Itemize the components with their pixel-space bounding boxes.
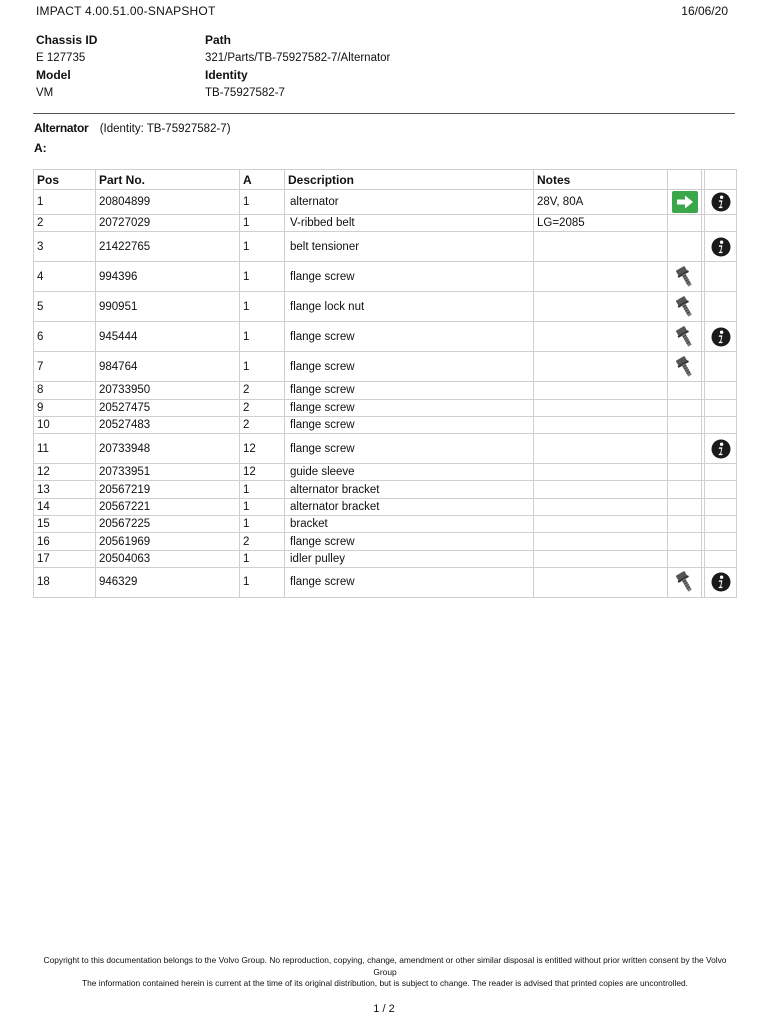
cell-notes	[534, 464, 668, 481]
cell-description: flange screw	[285, 262, 534, 292]
table-row	[34, 292, 737, 322]
cell-info	[705, 550, 737, 567]
cell-action	[668, 232, 702, 262]
cell-part-no: 20804899	[96, 190, 240, 215]
cell-description: idler pulley	[285, 550, 534, 567]
cell-info	[705, 232, 737, 262]
table-row	[34, 464, 737, 481]
cell-part-no: 20504063	[96, 550, 240, 567]
cell-info	[705, 434, 737, 464]
header-description: Description	[285, 170, 534, 190]
cell-action	[668, 516, 702, 533]
cell-notes	[534, 567, 668, 597]
print-date: 16/06/20	[681, 4, 728, 18]
cell-action	[668, 382, 702, 399]
cell-pos: 14	[34, 498, 96, 515]
cell-pos: 12	[34, 464, 96, 481]
info-icon[interactable]	[711, 192, 731, 212]
section-identity: (Identity: TB-75927582-7)	[99, 123, 231, 135]
screw-icon[interactable]	[676, 325, 694, 349]
cell-info	[705, 190, 737, 215]
cell-info	[705, 464, 737, 481]
cell-action	[668, 550, 702, 567]
cell-action	[668, 399, 702, 416]
cell-description: flange screw	[285, 382, 534, 399]
cell-a: 2	[240, 399, 285, 416]
cell-info	[705, 533, 737, 550]
cell-info	[705, 567, 737, 597]
table-row	[34, 215, 737, 232]
cell-action	[668, 322, 702, 352]
cell-pos: 4	[34, 262, 96, 292]
cell-description: flange screw	[285, 322, 534, 352]
cell-part-no: 20727029	[96, 215, 240, 232]
identity-value: TB-75927582-7	[205, 87, 285, 99]
cell-info	[705, 399, 737, 416]
model-label: Model	[36, 68, 71, 82]
cell-a: 1	[240, 550, 285, 567]
cell-pos: 13	[34, 481, 96, 498]
meta-col-right	[205, 32, 390, 102]
cell-part-no: 20527483	[96, 416, 240, 433]
cell-description: flange lock nut	[285, 292, 534, 322]
footer-copyright: Copyright to this documentation belongs to the Volvo Group. No reproduction, copying, change, amendment or other similar disposal is entitled without prior written consent by the Volvo Group	[43, 955, 727, 977]
arrow-right-icon[interactable]	[672, 191, 698, 213]
cell-pos: 11	[34, 434, 96, 464]
cell-action	[668, 464, 702, 481]
cell-part-no: 20567225	[96, 516, 240, 533]
cell-part-no: 20733948	[96, 434, 240, 464]
cell-part-no: 20567219	[96, 481, 240, 498]
page-number: 1 / 2	[373, 1003, 395, 1015]
header-pos: Pos	[34, 170, 96, 190]
cell-a: 1	[240, 292, 285, 322]
cell-pos: 1	[34, 190, 96, 215]
cell-action	[668, 352, 702, 382]
cell-info	[705, 292, 737, 322]
cell-pos: 16	[34, 533, 96, 550]
cell-notes	[534, 498, 668, 515]
cell-pos: 7	[34, 352, 96, 382]
cell-a: 1	[240, 262, 285, 292]
meta-col-left	[36, 32, 97, 102]
cell-pos: 18	[34, 567, 96, 597]
cell-pos: 6	[34, 322, 96, 352]
table-row	[34, 481, 737, 498]
cell-info	[705, 382, 737, 399]
table-row	[34, 416, 737, 433]
cell-description: alternator bracket	[285, 498, 534, 515]
header-notes: Notes	[534, 170, 668, 190]
cell-a: 1	[240, 498, 285, 515]
info-icon[interactable]	[711, 327, 731, 347]
screw-icon[interactable]	[676, 265, 694, 289]
cell-notes	[534, 550, 668, 567]
cell-description: V-ribbed belt	[285, 215, 534, 232]
cell-info	[705, 352, 737, 382]
cell-info	[705, 481, 737, 498]
table-row	[34, 399, 737, 416]
cell-part-no: 21422765	[96, 232, 240, 262]
cell-part-no: 20561969	[96, 533, 240, 550]
cell-notes	[534, 434, 668, 464]
cell-part-no: 20733951	[96, 464, 240, 481]
cell-a: 1	[240, 352, 285, 382]
top-bar	[36, 4, 732, 20]
cell-a: 12	[240, 464, 285, 481]
cell-info	[705, 516, 737, 533]
screw-icon[interactable]	[676, 355, 694, 379]
cell-pos: 9	[34, 399, 96, 416]
cell-a: 1	[240, 215, 285, 232]
header-part-no: Part No.	[96, 170, 240, 190]
info-icon[interactable]	[711, 237, 731, 257]
cell-a: 2	[240, 533, 285, 550]
header-info	[705, 170, 737, 190]
cell-a: 12	[240, 434, 285, 464]
cell-part-no: 984764	[96, 352, 240, 382]
section-heading	[34, 121, 734, 155]
cell-description: alternator bracket	[285, 481, 534, 498]
table-row	[34, 352, 737, 382]
table-header-row	[34, 170, 737, 190]
cell-action	[668, 434, 702, 464]
cell-action	[668, 292, 702, 322]
cell-notes: LG=2085	[534, 215, 668, 232]
cell-action	[668, 190, 702, 215]
cell-part-no: 20527475	[96, 399, 240, 416]
cell-notes	[534, 322, 668, 352]
cell-notes: 28V, 80A	[534, 190, 668, 215]
cell-info	[705, 215, 737, 232]
cell-info	[705, 416, 737, 433]
cell-notes	[534, 399, 668, 416]
cell-part-no: 946329	[96, 567, 240, 597]
cell-info	[705, 322, 737, 352]
cell-description: alternator	[285, 190, 534, 215]
cell-pos: 15	[34, 516, 96, 533]
table-row	[34, 498, 737, 515]
table-row	[34, 550, 737, 567]
cell-notes	[534, 382, 668, 399]
cell-a: 1	[240, 567, 285, 597]
cell-part-no: 945444	[96, 322, 240, 352]
table-row	[34, 232, 737, 262]
cell-part-no: 20567221	[96, 498, 240, 515]
cell-description: flange screw	[285, 416, 534, 433]
cell-action	[668, 567, 702, 597]
cell-pos: 5	[34, 292, 96, 322]
chassis-label: Chassis ID	[36, 33, 98, 47]
cell-description: guide sleeve	[285, 464, 534, 481]
header-action	[668, 170, 702, 190]
cell-a: 1	[240, 190, 285, 215]
chassis-value: E 127735	[36, 52, 86, 64]
cell-info	[705, 498, 737, 515]
cell-notes	[534, 262, 668, 292]
cell-description: belt tensioner	[285, 232, 534, 262]
cell-notes	[534, 352, 668, 382]
cell-action	[668, 533, 702, 550]
cell-description: flange screw	[285, 533, 534, 550]
cell-notes	[534, 516, 668, 533]
cell-pos: 2	[34, 215, 96, 232]
path-label: Path	[205, 33, 232, 47]
cell-description: flange screw	[285, 352, 534, 382]
cell-a: 1	[240, 481, 285, 498]
cell-action	[668, 498, 702, 515]
table-row	[34, 190, 737, 215]
a-label: A:	[34, 141, 47, 155]
table-row	[34, 262, 737, 292]
cell-notes	[534, 416, 668, 433]
cell-pos: 17	[34, 550, 96, 567]
screw-icon[interactable]	[676, 570, 694, 594]
cell-action	[668, 481, 702, 498]
cell-part-no: 20733950	[96, 382, 240, 399]
info-icon[interactable]	[711, 572, 731, 592]
cell-description: flange screw	[285, 399, 534, 416]
header-a: A	[240, 170, 285, 190]
cell-a: 2	[240, 382, 285, 399]
footer-disclaimer: The information contained herein is current at the time of its original distribution, but is subject to change. The reader is advised that printed copies are uncontrolled.	[82, 978, 688, 988]
cell-pos: 3	[34, 232, 96, 262]
parts-table	[33, 169, 737, 598]
table-row	[34, 533, 737, 550]
table-row	[34, 322, 737, 352]
header-divider	[33, 113, 735, 114]
footer	[34, 955, 736, 990]
cell-part-no: 990951	[96, 292, 240, 322]
cell-a: 2	[240, 416, 285, 433]
section-name: Alternator	[34, 121, 89, 135]
cell-a: 1	[240, 516, 285, 533]
cell-notes	[534, 533, 668, 550]
cell-action	[668, 416, 702, 433]
cell-a: 1	[240, 232, 285, 262]
cell-notes	[534, 232, 668, 262]
screw-icon[interactable]	[676, 295, 694, 319]
cell-action	[668, 215, 702, 232]
cell-description: flange screw	[285, 434, 534, 464]
table-row	[34, 516, 737, 533]
model-value: VM	[36, 87, 54, 99]
cell-info	[705, 262, 737, 292]
info-icon[interactable]	[711, 439, 731, 459]
parts-table-body	[34, 190, 737, 598]
cell-pos: 8	[34, 382, 96, 399]
table-row	[34, 382, 737, 399]
cell-notes	[534, 292, 668, 322]
cell-description: bracket	[285, 516, 534, 533]
cell-part-no: 994396	[96, 262, 240, 292]
path-value: 321/Parts/TB-75927582-7/Alternator	[205, 52, 391, 64]
cell-notes	[534, 481, 668, 498]
table-row	[34, 434, 737, 464]
identity-label: Identity	[205, 68, 248, 82]
cell-a: 1	[240, 322, 285, 352]
cell-pos: 10	[34, 416, 96, 433]
table-row	[34, 567, 737, 597]
cell-action	[668, 262, 702, 292]
cell-description: flange screw	[285, 567, 534, 597]
app-title: IMPACT 4.00.51.00-SNAPSHOT	[36, 4, 216, 18]
